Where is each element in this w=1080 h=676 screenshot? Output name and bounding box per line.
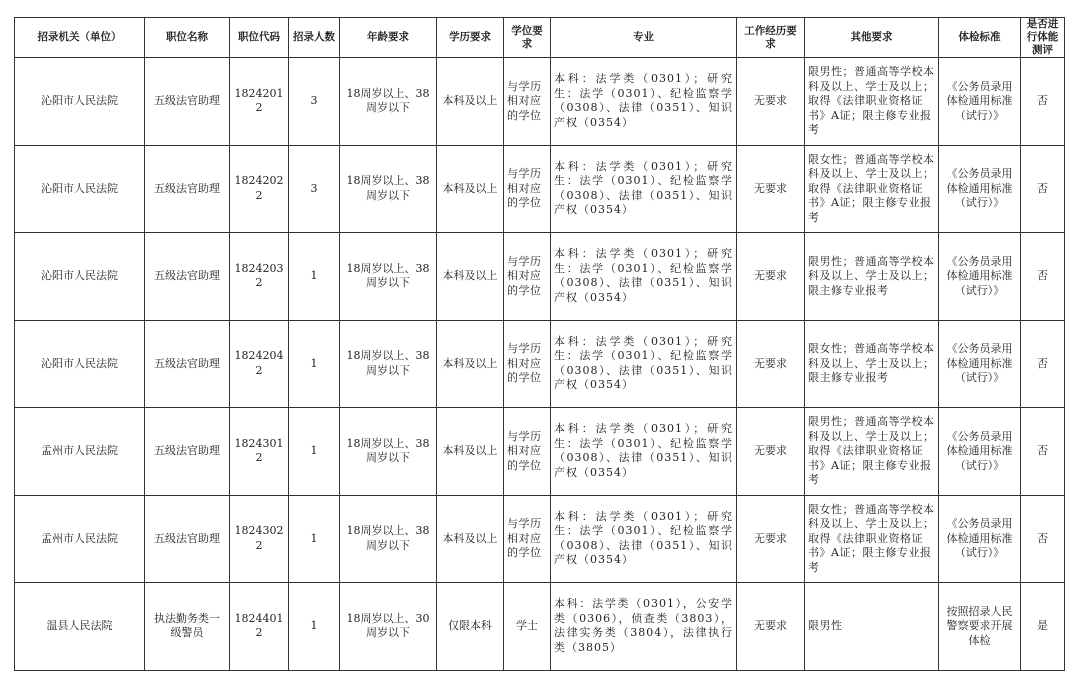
cell-other: 限男性；普通高等学校本科及以上、学士及以上；取得《法律职业资格证书》A证；限主修专业报考 — [805, 408, 939, 496]
cell-count: 1 — [289, 233, 340, 321]
cell-position: 五级法官助理 — [145, 145, 230, 233]
header-education: 学历要求 — [437, 18, 504, 58]
cell-health: 《公务员录用体检通用标准（试行）》 — [939, 320, 1021, 408]
header-major: 专业 — [551, 18, 737, 58]
cell-degree: 与学历相对应的学位 — [504, 408, 551, 496]
cell-other: 限男性；普通高等学校本科及以上、学士及以上；取得《法律职业资格证书》A证；限主修专业报考 — [805, 58, 939, 146]
cell-agency: 沁阳市人民法院 — [15, 58, 145, 146]
cell-fitness: 否 — [1021, 495, 1065, 583]
cell-fitness: 否 — [1021, 145, 1065, 233]
cell-position: 五级法官助理 — [145, 58, 230, 146]
table-row — [15, 408, 1065, 496]
cell-other: 限女性；普通高等学校本科及以上、学士及以上；限主修专业报考 — [805, 320, 939, 408]
cell-age: 18周岁以上、38周岁以下 — [340, 495, 437, 583]
table-row — [15, 58, 1065, 146]
header-row — [15, 18, 1065, 58]
cell-health: 《公务员录用体检通用标准（试行）》 — [939, 58, 1021, 146]
cell-degree: 与学历相对应的学位 — [504, 495, 551, 583]
cell-count: 1 — [289, 320, 340, 408]
recruitment-table-container — [14, 17, 1065, 671]
cell-degree: 与学历相对应的学位 — [504, 58, 551, 146]
cell-education: 本科及以上 — [437, 58, 504, 146]
table-row — [15, 145, 1065, 233]
cell-code: 18243012 — [230, 408, 289, 496]
cell-count: 1 — [289, 495, 340, 583]
cell-health: 《公务员录用体检通用标准（试行）》 — [939, 233, 1021, 321]
cell-fitness: 否 — [1021, 408, 1065, 496]
header-degree: 学位要求 — [504, 18, 551, 58]
recruitment-table — [14, 17, 1065, 671]
cell-age: 18周岁以上、38周岁以下 — [340, 145, 437, 233]
cell-position: 五级法官助理 — [145, 320, 230, 408]
header-position: 职位名称 — [145, 18, 230, 58]
cell-agency: 沁阳市人民法院 — [15, 320, 145, 408]
table-row — [15, 233, 1065, 321]
header-health: 体检标准 — [939, 18, 1021, 58]
header-agency: 招录机关（单位） — [15, 18, 145, 58]
cell-other: 限男性 — [805, 583, 939, 671]
cell-count: 3 — [289, 145, 340, 233]
cell-code: 18242042 — [230, 320, 289, 408]
table-row — [15, 583, 1065, 671]
cell-age: 18周岁以上、38周岁以下 — [340, 320, 437, 408]
cell-education: 本科及以上 — [437, 495, 504, 583]
cell-position: 五级法官助理 — [145, 495, 230, 583]
cell-age: 18周岁以上、38周岁以下 — [340, 408, 437, 496]
cell-major: 本科：法学类（0301）；研究生：法学（0301）、纪检监察学（0308）、法律（0351）、知识产权（0354） — [551, 320, 737, 408]
cell-education: 仅限本科 — [437, 583, 504, 671]
cell-fitness: 否 — [1021, 58, 1065, 146]
cell-experience: 无要求 — [737, 408, 805, 496]
cell-major: 本科：法学类（0301）；研究生：法学（0301）、纪检监察学（0308）、法律（0351）、知识产权（0354） — [551, 408, 737, 496]
header-fitness: 是否进行体能测评 — [1021, 18, 1065, 58]
cell-health: 《公务员录用体检通用标准（试行）》 — [939, 408, 1021, 496]
cell-education: 本科及以上 — [437, 145, 504, 233]
cell-fitness: 是 — [1021, 583, 1065, 671]
cell-other: 限女性；普通高等学校本科及以上、学士及以上；取得《法律职业资格证书》A证；限主修专业报考 — [805, 145, 939, 233]
cell-major: 本科：法学类（0301）；研究生：法学（0301）、纪检监察学（0308）、法律（0351）、知识产权（0354） — [551, 233, 737, 321]
cell-code: 18242012 — [230, 58, 289, 146]
cell-count: 1 — [289, 583, 340, 671]
cell-other: 限女性；普通高等学校本科及以上、学士及以上；取得《法律职业资格证书》A证；限主修专业报考 — [805, 495, 939, 583]
cell-experience: 无要求 — [737, 320, 805, 408]
table-row — [15, 495, 1065, 583]
cell-code: 18244012 — [230, 583, 289, 671]
header-other: 其他要求 — [805, 18, 939, 58]
header-age: 年龄要求 — [340, 18, 437, 58]
cell-degree: 学士 — [504, 583, 551, 671]
cell-position: 五级法官助理 — [145, 233, 230, 321]
cell-degree: 与学历相对应的学位 — [504, 320, 551, 408]
cell-fitness: 否 — [1021, 320, 1065, 408]
cell-experience: 无要求 — [737, 58, 805, 146]
cell-experience: 无要求 — [737, 583, 805, 671]
cell-code: 18243022 — [230, 495, 289, 583]
header-code: 职位代码 — [230, 18, 289, 58]
cell-major: 本科：法学类（0301）；研究生：法学（0301）、纪检监察学（0308）、法律（0351）、知识产权（0354） — [551, 145, 737, 233]
cell-health: 按照招录人民警察要求开展体检 — [939, 583, 1021, 671]
cell-agency: 孟州市人民法院 — [15, 495, 145, 583]
cell-experience: 无要求 — [737, 495, 805, 583]
cell-agency: 沁阳市人民法院 — [15, 145, 145, 233]
cell-agency: 孟州市人民法院 — [15, 408, 145, 496]
cell-major: 本科：法学类（0301），公安学类（0306），侦查类（3803），法律实务类（3804），法律执行类（3805） — [551, 583, 737, 671]
cell-health: 《公务员录用体检通用标准（试行）》 — [939, 495, 1021, 583]
cell-health: 《公务员录用体检通用标准（试行）》 — [939, 145, 1021, 233]
cell-fitness: 否 — [1021, 233, 1065, 321]
header-count: 招录人数 — [289, 18, 340, 58]
cell-age: 18周岁以上、38周岁以下 — [340, 233, 437, 321]
cell-degree: 与学历相对应的学位 — [504, 233, 551, 321]
cell-age: 18周岁以上、38周岁以下 — [340, 58, 437, 146]
table-row — [15, 320, 1065, 408]
cell-major: 本科：法学类（0301）；研究生：法学（0301）、纪检监察学（0308）、法律（0351）、知识产权（0354） — [551, 495, 737, 583]
cell-agency: 温县人民法院 — [15, 583, 145, 671]
cell-code: 18242022 — [230, 145, 289, 233]
cell-count: 1 — [289, 408, 340, 496]
cell-degree: 与学历相对应的学位 — [504, 145, 551, 233]
header-experience: 工作经历要求 — [737, 18, 805, 58]
cell-count: 3 — [289, 58, 340, 146]
cell-age: 18周岁以上、30周岁以下 — [340, 583, 437, 671]
cell-position: 五级法官助理 — [145, 408, 230, 496]
cell-agency: 沁阳市人民法院 — [15, 233, 145, 321]
cell-position: 执法勤务类一级警员 — [145, 583, 230, 671]
cell-education: 本科及以上 — [437, 233, 504, 321]
cell-experience: 无要求 — [737, 145, 805, 233]
cell-education: 本科及以上 — [437, 320, 504, 408]
cell-education: 本科及以上 — [437, 408, 504, 496]
cell-major: 本科：法学类（0301）；研究生：法学（0301）、纪检监察学（0308）、法律（0351）、知识产权（0354） — [551, 58, 737, 146]
cell-experience: 无要求 — [737, 233, 805, 321]
cell-other: 限男性；普通高等学校本科及以上、学士及以上；限主修专业报考 — [805, 233, 939, 321]
cell-code: 18242032 — [230, 233, 289, 321]
